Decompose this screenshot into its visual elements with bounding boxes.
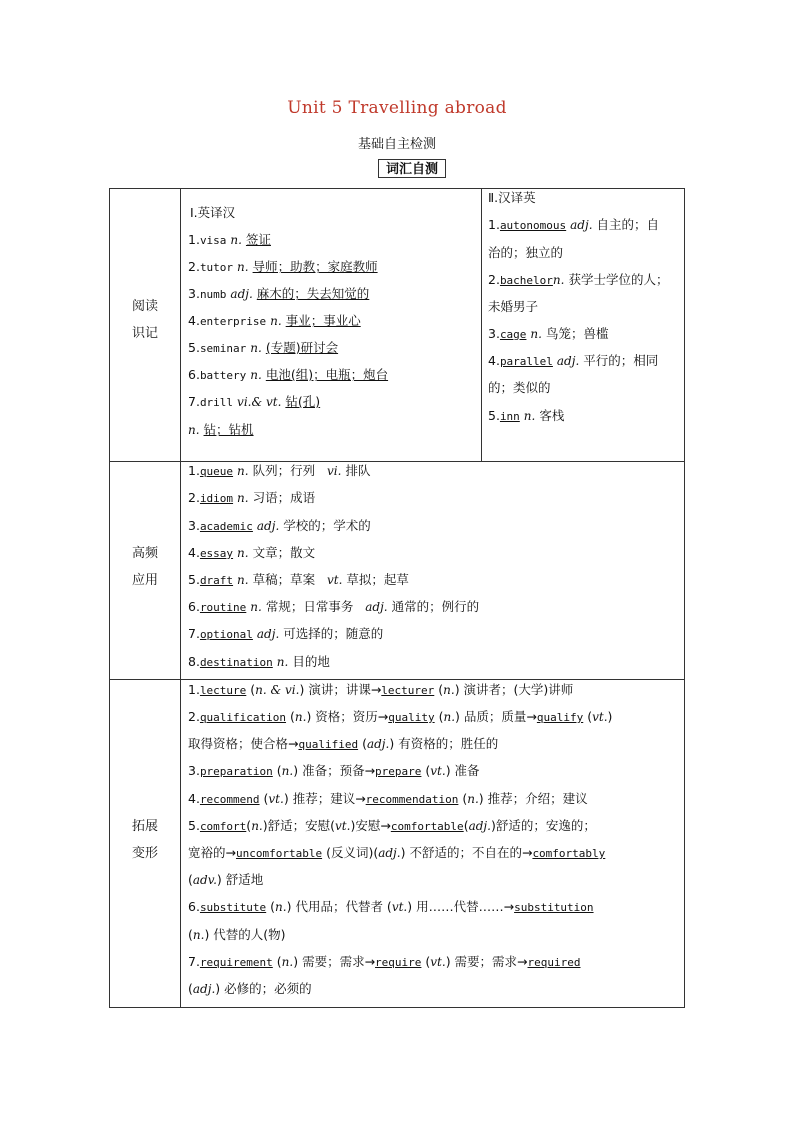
meaning-text: 4. bbox=[188, 313, 200, 328]
meaning-text: 客栈 bbox=[539, 408, 565, 423]
english-word: uncomfortable bbox=[235, 847, 323, 860]
english-word: prepare bbox=[375, 765, 422, 778]
meaning-text: 2. bbox=[188, 709, 200, 724]
part-of-speech: adj. bbox=[192, 982, 216, 996]
part-of-speech: adj. bbox=[366, 737, 390, 751]
part-of-speech: vt. bbox=[268, 792, 284, 806]
meaning-text: 通常的；例行的 bbox=[391, 599, 480, 614]
meaning-text: 必修的；必须的 bbox=[224, 981, 312, 996]
meaning-text: 3. bbox=[488, 326, 500, 341]
meaning-text: 舒适的；安逸的； bbox=[495, 818, 596, 833]
row-label-line: 识记 bbox=[131, 326, 158, 341]
english-word: requirement bbox=[199, 956, 273, 969]
meaning-text: 6. bbox=[188, 899, 200, 914]
english-word: comfort bbox=[199, 820, 247, 833]
meaning-text: 排队 bbox=[345, 463, 371, 478]
meaning-text: 1. bbox=[188, 463, 200, 478]
meaning-text: 导师；助教；家庭教师 bbox=[252, 259, 378, 274]
meaning-text: 事业；事业心 bbox=[285, 313, 361, 328]
english-word: comfortable bbox=[390, 820, 464, 833]
section-badge: 词汇自测 bbox=[378, 159, 446, 178]
english-word: routine bbox=[199, 601, 247, 614]
part-of-speech: n. bbox=[281, 955, 294, 969]
english-word: parallel bbox=[499, 355, 553, 368]
meaning-text: 有资格的；胜任的 bbox=[398, 736, 499, 751]
row-label-line: 阅读 bbox=[131, 299, 158, 314]
part-of-speech: vt. bbox=[327, 573, 343, 587]
vocab-item: 6.substitute (n.) 代用品；代替者 (vt.) 用……代替……→substitution bbox=[188, 899, 594, 914]
meaning-text: 钻(孔) bbox=[285, 394, 321, 409]
meaning-text: 代替的人(物) bbox=[213, 927, 286, 942]
table-border-right bbox=[684, 188, 685, 1008]
english-word: qualify bbox=[536, 711, 584, 724]
part-of-speech: n. bbox=[237, 464, 249, 478]
part-of-speech: vi. bbox=[327, 464, 342, 478]
row-label-line: 应用 bbox=[131, 573, 158, 588]
table-divider-inner bbox=[481, 188, 482, 462]
meaning-text: 2. bbox=[488, 272, 500, 287]
meaning-text: 需要；需求→ bbox=[454, 954, 528, 969]
english-word: recommend bbox=[199, 793, 260, 806]
meaning-text: (专题)研讨会 bbox=[265, 340, 339, 355]
vocab-item bbox=[488, 406, 564, 427]
page-title: Unit 5 Travelling abroad bbox=[287, 98, 507, 118]
meaning-text: 队列；行列 bbox=[252, 463, 316, 478]
meaning-text: 2. bbox=[188, 259, 200, 274]
part-of-speech: n. bbox=[276, 655, 289, 669]
meaning-text: 不舒适的；不自在的→ bbox=[409, 845, 533, 860]
part-of-speech: adj. bbox=[570, 218, 593, 232]
vocab-item-continued: (n.) 代替的人(物) bbox=[188, 927, 286, 942]
meaning-text: 资格；资历→ bbox=[315, 709, 389, 724]
part-of-speech: adj. bbox=[365, 600, 388, 614]
english-word: substitute bbox=[199, 901, 267, 914]
english-word: bachelor bbox=[499, 274, 553, 287]
row-label-line: 变形 bbox=[131, 846, 158, 861]
part-of-speech: n. bbox=[294, 710, 307, 724]
part-of-speech: adj. bbox=[468, 819, 491, 833]
english-word: qualified bbox=[298, 738, 359, 751]
vocab-item-continued: 未婚男子 bbox=[488, 299, 539, 314]
vocab-item bbox=[188, 338, 338, 359]
english-word: inn bbox=[499, 410, 520, 423]
vocab-item bbox=[488, 351, 658, 372]
meaning-text: 麻木的；失去知觉的 bbox=[256, 286, 370, 301]
meaning-text: 签证 bbox=[245, 232, 271, 247]
english-word: queue bbox=[199, 465, 234, 478]
english-word: lecturer bbox=[381, 684, 435, 697]
meaning-text: 6. bbox=[188, 367, 200, 382]
vocab-item-continued: (adv.) 舒适地 bbox=[188, 872, 264, 887]
part-of-speech: n. bbox=[523, 409, 536, 423]
meaning-text: 6. bbox=[188, 599, 200, 614]
meaning-text: 草稿；草案 bbox=[252, 572, 316, 587]
row-label-reading bbox=[110, 293, 180, 347]
meaning-text: 用……代替……→ bbox=[416, 899, 515, 914]
part-of-speech: n. bbox=[237, 546, 249, 560]
page-subtitle: 基础自主检测 bbox=[357, 137, 436, 152]
vocab-item bbox=[188, 230, 271, 251]
part-of-speech: n. bbox=[230, 233, 242, 247]
meaning-text: (反义词) bbox=[326, 845, 374, 860]
meaning-text: 1. bbox=[188, 232, 200, 247]
part-of-speech: n. bbox=[552, 273, 565, 287]
english-word: numb bbox=[199, 288, 227, 301]
meaning-text: 4. bbox=[488, 353, 500, 368]
part-of-speech: n. bbox=[188, 423, 200, 437]
part-of-speech: n. bbox=[237, 491, 249, 505]
vocab-item bbox=[488, 270, 668, 291]
part-of-speech: n. bbox=[275, 900, 287, 914]
vocab-item bbox=[188, 311, 361, 332]
row-label-line: 拓展 bbox=[131, 819, 158, 834]
part-of-speech: vt. bbox=[430, 764, 446, 778]
part-of-speech: adj. bbox=[230, 287, 253, 301]
vocab-item bbox=[188, 652, 330, 673]
part-of-speech: vt. bbox=[592, 710, 608, 724]
part-of-speech: vt. bbox=[430, 955, 446, 969]
meaning-text: 演讲者；(大学)讲师 bbox=[463, 682, 574, 697]
part-of-speech: n. bbox=[250, 600, 262, 614]
meaning-text: 获学士学位的人； bbox=[568, 272, 669, 287]
meaning-text: 自主的；自 bbox=[596, 217, 660, 232]
english-word: draft bbox=[199, 574, 234, 587]
meaning-text: 草拟；起草 bbox=[346, 572, 409, 587]
meaning-text: 2. bbox=[188, 490, 200, 505]
english-word: enterprise bbox=[199, 315, 267, 328]
meaning-text: 学校的；学术的 bbox=[283, 518, 371, 533]
meaning-text: 3. bbox=[188, 518, 200, 533]
vocab-item bbox=[188, 365, 388, 386]
vocab-item bbox=[188, 516, 371, 537]
vocab-item bbox=[188, 461, 370, 482]
meaning-text: 取得资格；使合格→ bbox=[188, 736, 299, 751]
part-of-speech: adj. bbox=[256, 627, 280, 641]
part-of-speech: vt. bbox=[391, 900, 408, 914]
meaning-text: 习语；成语 bbox=[252, 490, 316, 505]
meaning-text: 4. bbox=[188, 791, 200, 806]
table-border-bottom bbox=[109, 1007, 685, 1008]
meaning-text: 可选择的；随意的 bbox=[283, 626, 384, 641]
vocab-item bbox=[188, 284, 369, 305]
part-of-speech: vt. bbox=[335, 819, 351, 833]
meaning-text: 鸟笼；兽槛 bbox=[545, 326, 609, 341]
meaning-text: 代用品；代替者 bbox=[295, 899, 383, 914]
vocab-item bbox=[188, 392, 320, 413]
vocab-item bbox=[188, 570, 409, 591]
meaning-text: 7. bbox=[188, 954, 200, 969]
vocab-item: 5.comfort(n.)舒适；安慰(vt.)安慰→comfortable(adj.)舒适的；安逸的； bbox=[188, 818, 596, 833]
english-word: drill bbox=[199, 396, 234, 409]
part-of-speech: n. bbox=[281, 764, 294, 778]
meaning-text: 品质；质量→ bbox=[463, 709, 537, 724]
english-word: academic bbox=[199, 520, 253, 533]
meaning-text: 演讲；讲课→ bbox=[308, 682, 382, 697]
meaning-text: 安慰→ bbox=[355, 818, 391, 833]
english-word: destination bbox=[199, 656, 273, 669]
part-of-speech: n. & vi. bbox=[255, 683, 300, 697]
part-of-speech: n. bbox=[467, 792, 479, 806]
meaning-text: 7. bbox=[188, 394, 200, 409]
english-word: quality bbox=[388, 711, 435, 724]
english-word: lecture bbox=[199, 684, 247, 697]
vocab-item-continued: 宽裕的→uncomfortable (反义词)(adj.) 不舒适的；不自在的→comfortably bbox=[188, 845, 606, 860]
english-word: require bbox=[375, 956, 422, 969]
meaning-text: 1. bbox=[488, 217, 500, 232]
table-border-top bbox=[109, 188, 685, 189]
english-word: battery bbox=[199, 369, 247, 382]
english-word: required bbox=[527, 956, 581, 969]
meaning-text: 推荐；介绍；建议 bbox=[487, 791, 588, 806]
meaning-text: 3. bbox=[188, 763, 200, 778]
part-of-speech: n. bbox=[530, 327, 542, 341]
meaning-text: 需要；需求→ bbox=[302, 954, 376, 969]
meaning-text: 舒适地 bbox=[225, 872, 264, 887]
part-of-speech: n. bbox=[192, 928, 205, 942]
english-word: substitution bbox=[514, 901, 594, 914]
panel-heading: Ⅰ.英译汉 bbox=[190, 205, 236, 220]
vocab-item: 7.requirement (n.) 需要；需求→require (vt.) 需要；需求→required bbox=[188, 954, 581, 969]
english-word: tutor bbox=[199, 261, 234, 274]
table-divider-col bbox=[180, 188, 181, 1008]
part-of-speech: n. bbox=[251, 819, 263, 833]
part-of-speech: n. bbox=[250, 368, 262, 382]
meaning-text: 5. bbox=[188, 340, 200, 355]
meaning-text: 5. bbox=[188, 572, 200, 587]
row-label-extension bbox=[110, 813, 180, 867]
part-of-speech: adj. bbox=[256, 519, 280, 533]
row-label-frequent bbox=[110, 540, 180, 594]
panel-heading: Ⅱ.汉译英 bbox=[488, 190, 536, 205]
vocab-item-continued: 取得资格；使合格→qualified (adj.) 有资格的；胜任的 bbox=[188, 736, 499, 751]
meaning-text: 文章；散文 bbox=[252, 545, 316, 560]
english-word: idiom bbox=[199, 492, 234, 505]
meaning-text: 8. bbox=[188, 654, 200, 669]
vocab-item bbox=[188, 488, 315, 509]
vocab-item bbox=[188, 257, 378, 278]
meaning-text: 1. bbox=[188, 682, 200, 697]
meaning-text: 目的地 bbox=[292, 654, 330, 669]
english-word: recommendation bbox=[365, 793, 459, 806]
meaning-text: 4. bbox=[188, 545, 200, 560]
part-of-speech: adj. bbox=[378, 846, 401, 860]
part-of-speech: adj. bbox=[556, 354, 580, 368]
meaning-text: 常规；日常事务 bbox=[265, 599, 354, 614]
row-label-line: 高频 bbox=[131, 546, 158, 561]
vocab-item: 2.qualification (n.) 资格；资历→quality (n.) 品质；质量→qualify (vt.) bbox=[188, 709, 613, 724]
vocab-item bbox=[188, 597, 479, 618]
part-of-speech: adv. bbox=[192, 873, 217, 887]
meaning-text: 5. bbox=[488, 408, 500, 423]
vocab-item: 4.recommend (vt.) 推荐；建议→recommendation (n.) 推荐；介绍；建议 bbox=[188, 791, 588, 806]
vocab-item-continued: 的；类似的 bbox=[488, 380, 551, 395]
vocab-item-continued: 治的；独立的 bbox=[488, 245, 564, 260]
vocab-item bbox=[488, 215, 659, 236]
meaning-text: 3. bbox=[188, 286, 200, 301]
part-of-speech: n. bbox=[237, 573, 249, 587]
english-word: essay bbox=[199, 547, 234, 560]
meaning-text: 5. bbox=[188, 818, 200, 833]
part-of-speech: n. bbox=[443, 710, 456, 724]
meaning-text: 舒适；安慰 bbox=[267, 818, 331, 833]
vocab-item: 3.preparation (n.) 准备；预备→prepare (vt.) 准备 bbox=[188, 763, 480, 778]
part-of-speech: n. bbox=[250, 341, 262, 355]
meaning-text: 宽裕的→ bbox=[188, 845, 236, 860]
english-word: cage bbox=[499, 328, 527, 341]
meaning-text: 电池(组)；电瓶；炮台 bbox=[265, 367, 389, 382]
meaning-text: 平行的；相同 bbox=[583, 353, 659, 368]
english-word: optional bbox=[199, 628, 253, 641]
part-of-speech: vi.& vt. bbox=[237, 395, 282, 409]
meaning-text: 准备 bbox=[454, 763, 480, 778]
english-word: autonomous bbox=[499, 219, 567, 232]
vocab-item bbox=[488, 324, 608, 345]
meaning-text: 准备；预备→ bbox=[302, 763, 376, 778]
vocab-item-continued: (adj.) 必修的；必须的 bbox=[188, 981, 312, 996]
part-of-speech: n. bbox=[443, 683, 455, 697]
part-of-speech: n. bbox=[270, 314, 282, 328]
english-word: preparation bbox=[199, 765, 273, 778]
meaning-text: 钻；钻机 bbox=[203, 422, 254, 437]
vocab-item: 1.lecture (n. & vi.) 演讲；讲课→lecturer (n.) 演讲者；(大学)讲师 bbox=[188, 682, 574, 697]
vocab-item-continued bbox=[188, 420, 254, 440]
english-word: visa bbox=[199, 234, 227, 247]
english-word: seminar bbox=[199, 342, 247, 355]
meaning-text: 7. bbox=[188, 626, 200, 641]
english-word: qualification bbox=[199, 711, 287, 724]
vocab-item bbox=[188, 543, 315, 564]
meaning-text: 推荐；建议→ bbox=[292, 791, 366, 806]
vocab-item bbox=[188, 624, 383, 645]
english-word: comfortably bbox=[532, 847, 606, 860]
part-of-speech: n. bbox=[237, 260, 249, 274]
